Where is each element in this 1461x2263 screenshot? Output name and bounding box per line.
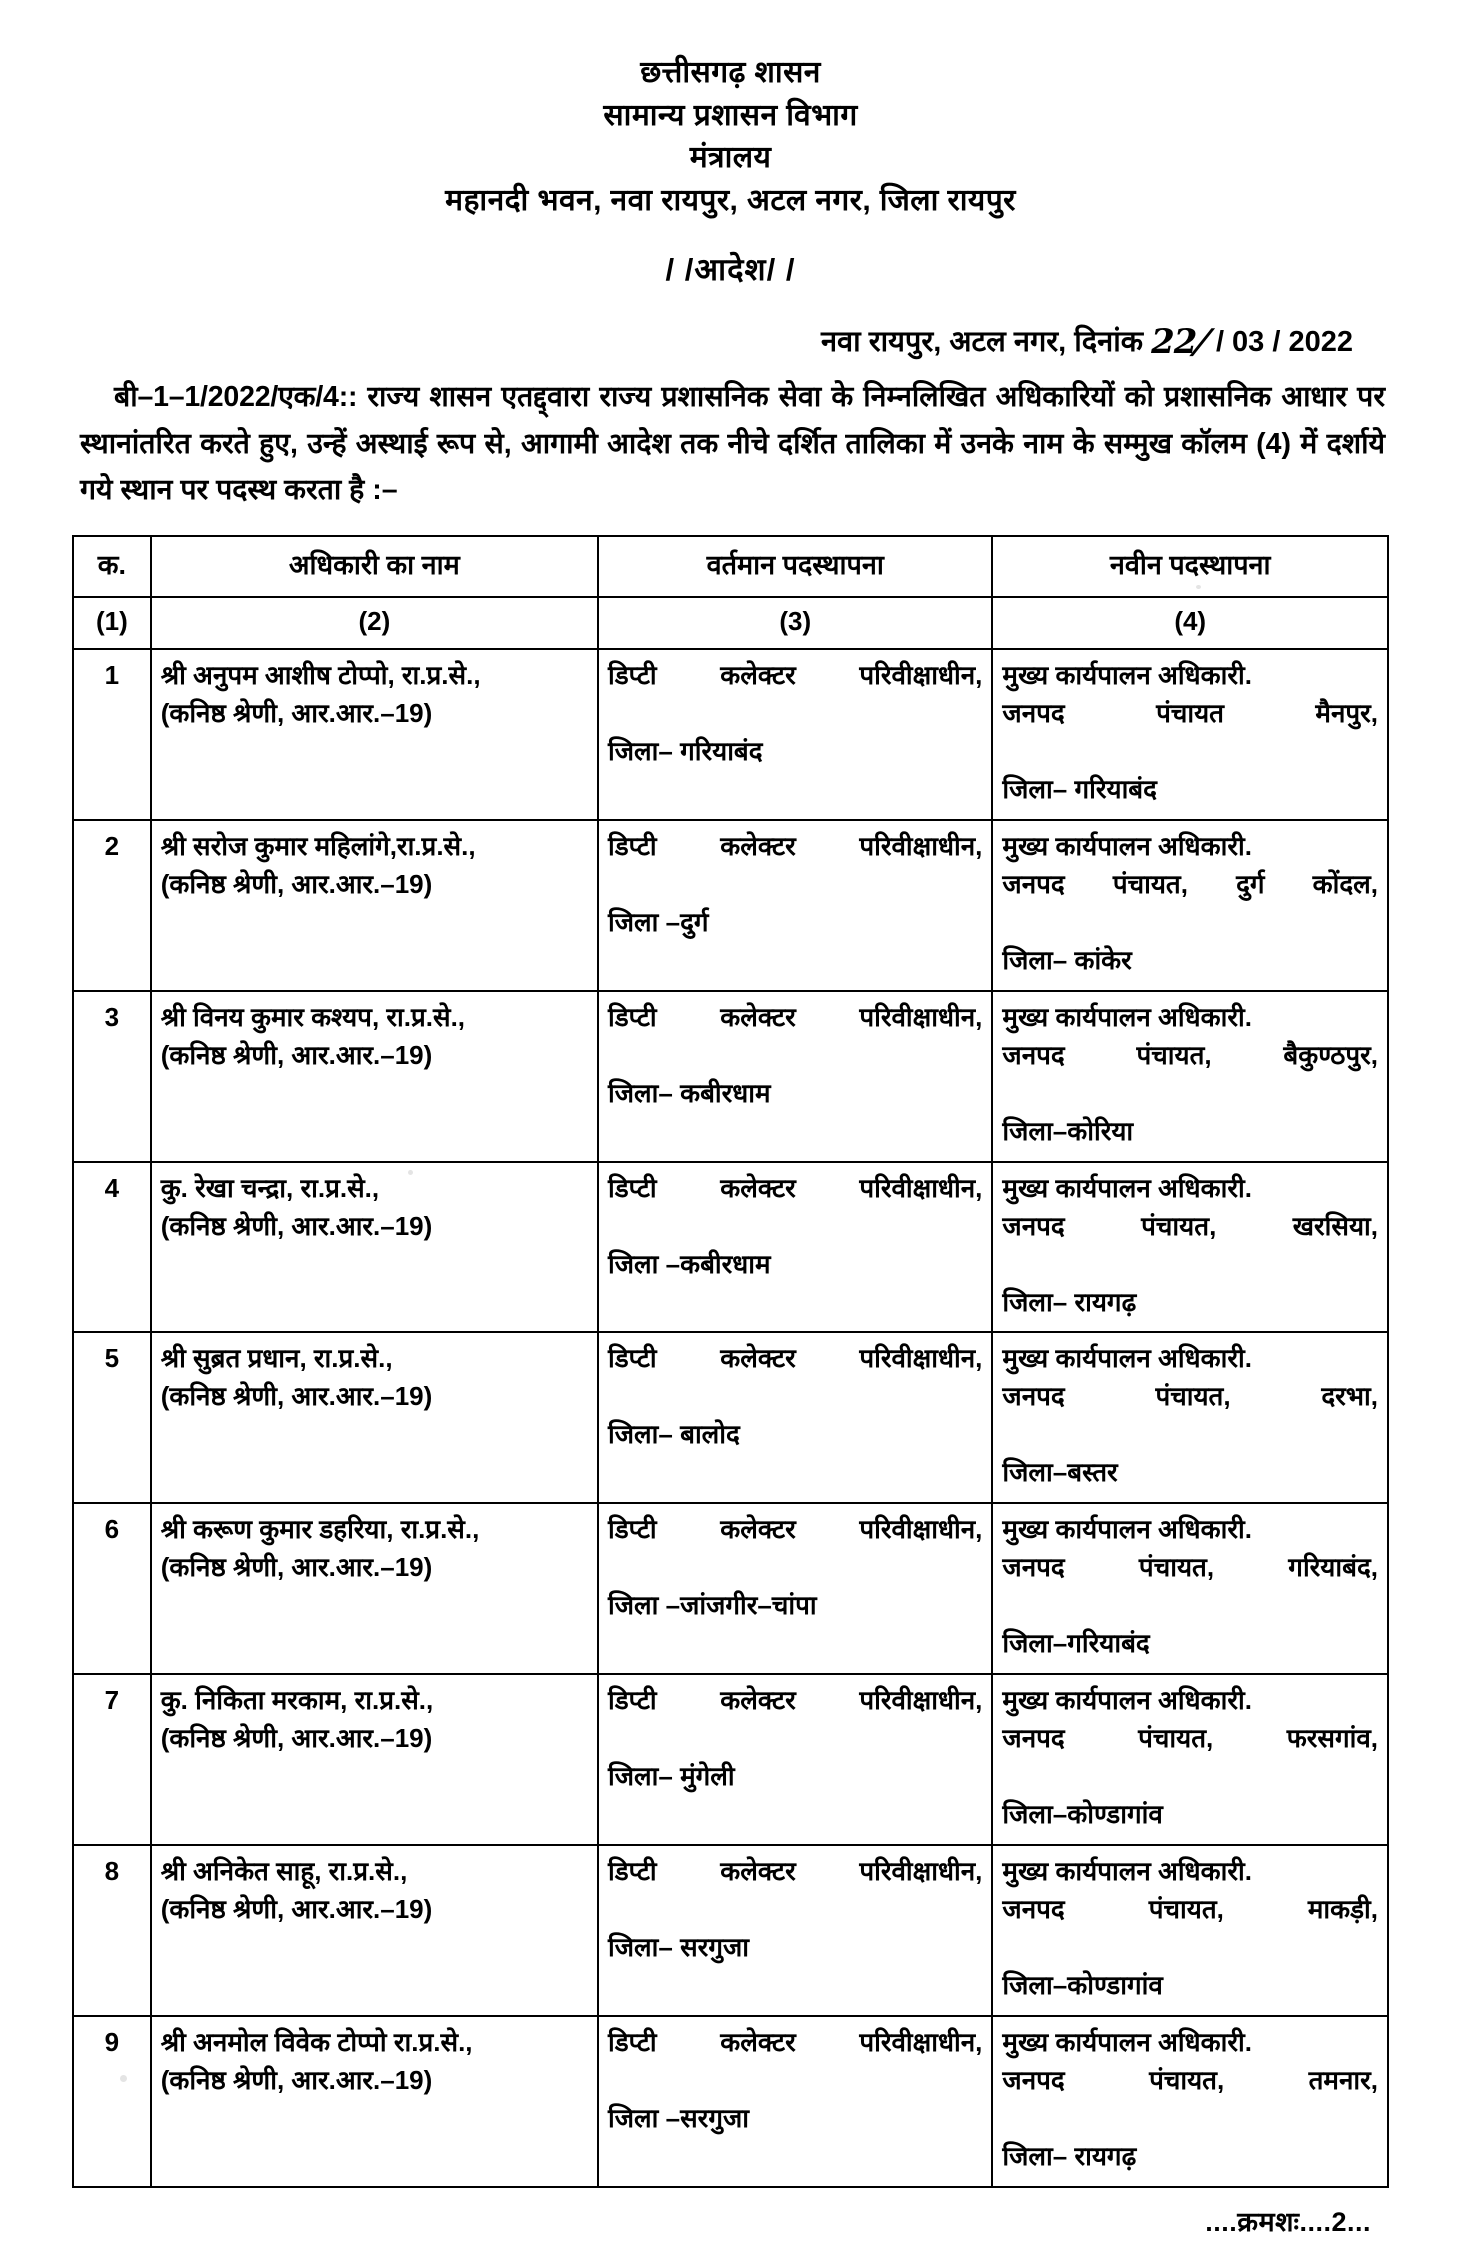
row-serial: 1 (73, 649, 151, 820)
new-posting-line1: मुख्य कार्यपालन अधिकारी. (1002, 1855, 1252, 1886)
order-body-text: राज्य शासन एतद्द्वारा राज्य प्रशासनिक सेवा के निम्नलिखित अधिकारियों को प्रशासनिक आधार पर स्थानांतरित करते हुए, उन्हें अस्थाई रूप से, आगामी आदेश तक नीचे दर्शित तालिका में उनके नाम के सम्मुख कॉलम (4) में दर्शाये गये स्थान पर पदस्थ करता है :– (80, 381, 1385, 506)
row-officer-name (151, 1674, 598, 1845)
current-posting-line2: जिला –दुर्ग (608, 906, 709, 937)
officer-name-line: श्री सरोज कुमार महिलांगे,रा.प्र.से., (160, 831, 476, 862)
current-posting-line1: डिप्टी कलेक्टर परिवीक्षाधीन, (608, 2026, 983, 2057)
column-number-4: (4) (992, 597, 1388, 649)
current-posting-line1: डिप्टी कलेक्टर परिवीक्षाधीन, (608, 1855, 983, 1886)
officer-rank-line: (कनिष्ठ श्रेणी, आर.आर.–19) (160, 698, 433, 729)
officer-name-line: श्री करूण कुमार डहरिया, रा.प्र.से., (160, 1514, 480, 1545)
order-body-paragraph (72, 374, 1389, 512)
table-row (73, 1503, 1388, 1674)
department-name: सामान्य प्रशासन विभाग (603, 98, 858, 132)
row-serial: 3 (73, 991, 151, 1162)
current-posting-line2: जिला– कबीरधाम (608, 1077, 771, 1108)
table-row (73, 1332, 1388, 1503)
current-posting-line1: डिप्टी कलेक्टर परिवीक्षाधीन, (608, 1685, 983, 1716)
column-header-new-posting: नवीन पदस्थापना (992, 536, 1388, 597)
row-serial: 6 (73, 1503, 151, 1674)
current-posting-line1: डिप्टी कलेक्टर परिवीक्षाधीन, (608, 1514, 983, 1545)
new-posting-line3: जिला– गरियाबंद (1002, 774, 1157, 805)
row-new-posting (992, 1845, 1388, 2016)
new-posting-line3: जिला–कोण्डागांव (1002, 1798, 1163, 1829)
row-current-posting (598, 1503, 992, 1674)
column-number-1: (1) (73, 597, 151, 649)
new-posting-line2: जनपद पंचायत, दुर्ग कोंदल, (1002, 868, 1378, 899)
current-posting-line1: डिप्टी कलेक्टर परिवीक्षाधीन, (608, 1343, 983, 1374)
dateline-rest: / 03 / 2022 (1215, 326, 1353, 359)
row-new-posting (992, 1162, 1388, 1333)
officer-rank-line: (कनिष्ठ श्रेणी, आर.आर.–19) (160, 1210, 433, 1241)
current-posting-line2: जिला –कबीरधाम (608, 1248, 771, 1279)
row-officer-name (151, 1845, 598, 2016)
table-row (73, 1162, 1388, 1333)
current-posting-line1: डिप्टी कलेक्टर परिवीक्षाधीन, (608, 660, 983, 691)
new-posting-line2: जनपद पंचायत, तमनार, (1002, 2064, 1378, 2095)
row-serial: 7 (73, 1674, 151, 1845)
new-posting-line1: मुख्य कार्यपालन अधिकारी. (1002, 1685, 1252, 1716)
current-posting-line1: डिप्टी कलेक्टर परिवीक्षाधीन, (608, 831, 983, 862)
office-address: महानदी भवन, नवा रायपुर, अटल नगर, जिला रायपुर (445, 183, 1016, 217)
new-posting-line1: मुख्य कार्यपालन अधिकारी. (1002, 660, 1252, 691)
continued-footer: ....क्रमशः....2... (1205, 2206, 1371, 2237)
row-current-posting (598, 1845, 992, 2016)
row-officer-name (151, 1503, 598, 1674)
table-row (73, 991, 1388, 1162)
row-serial: 9 (73, 2016, 151, 2187)
new-posting-line2: जनपद पंचायत, बैकुण्ठपुर, (1002, 1039, 1378, 1070)
table-row (73, 649, 1388, 820)
new-posting-line1: मुख्य कार्यपालन अधिकारी. (1002, 1172, 1252, 1203)
row-current-posting (598, 2016, 992, 2187)
column-number-3: (3) (598, 597, 992, 649)
row-serial: 4 (73, 1162, 151, 1333)
ministry-name: मंत्रालय (689, 141, 772, 175)
current-posting-line2: जिला– गरियाबंद (608, 736, 763, 767)
row-officer-name (151, 1162, 598, 1333)
table-header (73, 536, 1388, 649)
government-name: छत्तीसगढ़ शासन (640, 56, 821, 89)
officer-rank-line: (कनिष्ठ श्रेणी, आर.आर.–19) (160, 1039, 433, 1070)
new-posting-line1: मुख्य कार्यपालन अधिकारी. (1002, 2026, 1252, 2057)
new-posting-line2: जनपद पंचायत, गरियाबंद, (1002, 1552, 1378, 1583)
current-posting-line1: डिप्टी कलेक्टर परिवीक्षाधीन, (608, 1172, 983, 1203)
row-officer-name (151, 991, 598, 1162)
table-body (73, 649, 1388, 2186)
current-posting-line1: डिप्टी कलेक्टर परिवीक्षाधीन, (608, 1001, 983, 1032)
row-new-posting (992, 1332, 1388, 1503)
table-row (73, 2016, 1388, 2187)
letterhead (72, 52, 1389, 222)
officer-name-line: श्री अनमोल विवेक टोप्पो रा.प्र.से., (160, 2026, 473, 2057)
officer-rank-line: (कनिष्ठ श्रेणी, आर.आर.–19) (160, 2064, 433, 2095)
row-serial: 5 (73, 1332, 151, 1503)
current-posting-line2: जिला –जांजगीर–चांपा (608, 1590, 817, 1621)
row-officer-name (151, 649, 598, 820)
officer-name-line: श्री अनुपम आशीष टोप्पो, रा.प्र.से., (160, 660, 481, 691)
row-current-posting (598, 991, 992, 1162)
new-posting-line3: जिला– रायगढ़ (1002, 1286, 1137, 1317)
new-posting-line2: जनपद पंचायत, फरसगांव, (1002, 1723, 1378, 1754)
dateline: नवा रायपुर, अटल नगर, दिनांक 22/ / 03 / 2022 (820, 322, 1353, 363)
new-posting-line3: जिला– रायगढ़ (1002, 2140, 1137, 2171)
row-new-posting (992, 1674, 1388, 1845)
row-new-posting (992, 991, 1388, 1162)
column-header-serial: क. (73, 536, 151, 597)
officer-name-line: कु. रेखा चन्द्रा, रा.प्र.से., (160, 1172, 380, 1203)
new-posting-line2: जनपद पंचायत मैनपुर, (1002, 698, 1378, 729)
new-posting-line3: जिला–कोरिया (1002, 1115, 1134, 1146)
reference-number: बी–1–1/2022/एक/4:: (114, 381, 358, 414)
new-posting-line1: मुख्य कार्यपालन अधिकारी. (1002, 1343, 1252, 1374)
column-header-current-posting: वर्तमान पदस्थापना (598, 536, 992, 597)
officer-rank-line: (कनिष्ठ श्रेणी, आर.आर.–19) (160, 1893, 433, 1924)
current-posting-line2: जिला– बालोद (608, 1419, 740, 1450)
new-posting-line3: जिला–बस्तर (1002, 1457, 1118, 1488)
table-column-number-row (73, 597, 1388, 649)
row-current-posting (598, 820, 992, 991)
row-officer-name (151, 820, 598, 991)
row-current-posting (598, 1332, 992, 1503)
officer-name-line: श्री सुब्रत प्रधान, रा.प्र.से., (160, 1343, 393, 1374)
new-posting-line1: मुख्य कार्यपालन अधिकारी. (1002, 1514, 1252, 1545)
new-posting-line2: जनपद पंचायत, दरभा, (1002, 1381, 1378, 1412)
officer-name-line: कु. निकिता मरकाम, रा.प्र.से., (160, 1685, 434, 1716)
column-number-2: (2) (151, 597, 598, 649)
new-posting-line3: जिला– कांकेर (1002, 944, 1132, 975)
row-current-posting (598, 649, 992, 820)
row-current-posting (598, 1162, 992, 1333)
table-row (73, 1845, 1388, 2016)
new-posting-line2: जनपद पंचायत, माकड़ी, (1002, 1893, 1378, 1924)
table-row (73, 1674, 1388, 1845)
officer-rank-line: (कनिष्ठ श्रेणी, आर.आर.–19) (160, 1552, 433, 1583)
current-posting-line2: जिला– सरगुजा (608, 1931, 749, 1962)
new-posting-line3: जिला–कोण्डागांव (1002, 1969, 1163, 2000)
row-current-posting (598, 1674, 992, 1845)
current-posting-line2: जिला– मुंगेली (608, 1760, 735, 1791)
row-serial: 8 (73, 1845, 151, 2016)
row-new-posting (992, 649, 1388, 820)
officer-name-line: श्री अनिकेत साहू, रा.प्र.से., (160, 1855, 408, 1886)
row-new-posting (992, 2016, 1388, 2187)
officer-name-line: श्री विनय कुमार कश्यप, रा.प्र.से., (160, 1001, 466, 1032)
new-posting-line3: जिला–गरियाबंद (1002, 1628, 1150, 1659)
table-header-row (73, 536, 1388, 597)
officer-rank-line: (कनिष्ठ श्रेणी, आर.आर.–19) (160, 868, 433, 899)
new-posting-line1: मुख्य कार्यपालन अधिकारी. (1002, 1001, 1252, 1032)
new-posting-line2: जनपद पंचायत, खरसिया, (1002, 1210, 1378, 1241)
new-posting-line1: मुख्य कार्यपालन अधिकारी. (1002, 831, 1252, 862)
transfer-table (72, 535, 1389, 2188)
column-header-officer-name: अधिकारी का नाम (151, 536, 598, 597)
dateline-day-handwritten: 22 (1151, 322, 1197, 363)
current-posting-line2: जिला –सरगुजा (608, 2102, 749, 2133)
row-serial: 2 (73, 820, 151, 991)
row-new-posting (992, 1503, 1388, 1674)
table-row (73, 820, 1388, 991)
row-officer-name (151, 1332, 598, 1503)
row-new-posting (992, 820, 1388, 991)
dateline-place: नवा रायपुर, अटल नगर, दिनांक (820, 326, 1144, 359)
officer-rank-line: (कनिष्ठ श्रेणी, आर.आर.–19) (160, 1723, 433, 1754)
row-officer-name (151, 2016, 598, 2187)
order-heading: / /आदेश/ / (665, 252, 796, 288)
officer-rank-line: (कनिष्ठ श्रेणी, आर.आर.–19) (160, 1381, 433, 1412)
